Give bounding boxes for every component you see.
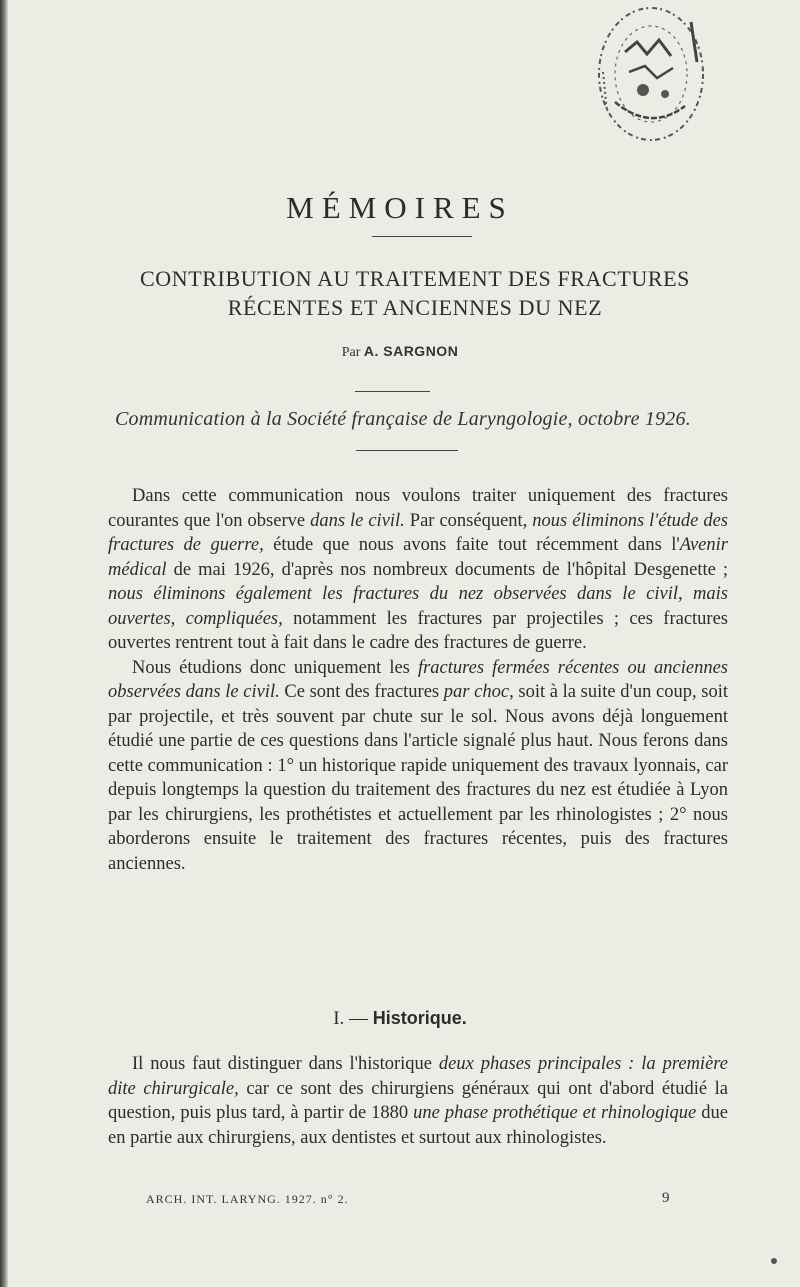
text-run: Par conséquent,: [404, 510, 533, 531]
italic-text-run: nous éliminons également les fractures du nez observées dans le civil, mais ouvertes, compliquées,: [108, 584, 728, 629]
text-run: car ce sont des chirurgiens généraux qui ont d'abord étudié la question, puis plus tard, à partir de 1880: [108, 1078, 728, 1123]
text-run: Nous étudions donc uniquement les: [132, 657, 418, 678]
italic-text-run: par choc,: [443, 682, 514, 702]
text-run: soit à la suite d'un coup, soit par projectile, et très souvent par chute sur le sol. Nous avons déjà longuement étudié une partie de ces questions dans l'article signalé plus haut. Nous ferons dans cette communication : 1° un historique rapide uniquement des travaux lyonnais, car depuis longtemps la question du traitement des fractures du nez est étudiée à Lyon par les chirurgiens, les prothétistes et actuellement par les rhinologistes ; 2° nous aborderons ensuite le traitement des fractures récentes, puis des fractures anciennes.: [108, 682, 728, 874]
author-name: A. SARGNON: [363, 343, 459, 359]
article-title-line1: CONTRIBUTION AU TRAITEMENT DES FRACTURES: [140, 266, 690, 291]
text-run: due en partie aux chirurgiens, aux dentistes et surtout aux rhinologistes.: [108, 1103, 728, 1148]
body-paragraphs-historique: [108, 1052, 728, 1150]
italic-text-run: deux phases principales :: [438, 1054, 635, 1074]
italic-text-run: nous éliminons l'étude des fractures de guerre,: [108, 510, 728, 555]
italic-text-run: Avenir médical: [108, 535, 728, 580]
section-title: Historique.: [372, 1008, 467, 1028]
section-number: I. —: [333, 1008, 369, 1029]
article-title-line2: RÉCENTES ET ANCIENNES DU NEZ: [227, 295, 603, 320]
italic-text-run: la première dite chirurgicale,: [108, 1054, 728, 1099]
paragraph-2: [108, 656, 728, 877]
italic-text-run: dans le civil.: [310, 510, 405, 531]
paragraph-1: [108, 484, 728, 656]
italic-text-run: une phase prothétique et rhinologique: [413, 1103, 697, 1123]
page-number: 9: [662, 1190, 670, 1206]
text-run: étude que nous avons faite tout récemment dans l': [263, 535, 680, 555]
library-stamp: [585, 2, 709, 148]
section-label-memoires: MÉMOIRES: [286, 190, 514, 225]
text-run: Il nous faut distinguer dans l'historique: [132, 1054, 439, 1074]
italic-text-run: fractures fermées récentes ou anciennes observées dans le civil.: [108, 657, 728, 702]
text-run: Dans cette communication nous voulons traiter uniquement des fractures courantes que l'on observe: [108, 486, 728, 531]
ink-dot: [771, 1258, 777, 1264]
text-run: notamment les fractures par projectiles ; ces fractures ouvertes rentrent tout à fait dans le cadre des fractures de guerre.: [108, 608, 728, 653]
body-paragraphs-intro: [108, 484, 728, 876]
journal-footer: ARCH. INT. LARYNG. 1927. n° 2.: [146, 1192, 349, 1206]
text-run: Ce sont des fractures: [279, 682, 444, 702]
article-title: [100, 264, 730, 322]
divider-rule: [372, 236, 472, 237]
section-heading: [0, 1008, 800, 1030]
byline-prefix: Par: [341, 345, 361, 360]
divider-rule: [356, 450, 458, 451]
paragraph-3: [108, 1052, 728, 1150]
communication-note: Communication à la Société française de Laryngologie, octobre 1926.: [115, 408, 691, 430]
divider-rule: [355, 391, 430, 392]
text-run: de mai 1926, d'après nos nombreux documents de l'hôpital Desgenette ;: [166, 559, 728, 580]
byline: [0, 343, 800, 361]
